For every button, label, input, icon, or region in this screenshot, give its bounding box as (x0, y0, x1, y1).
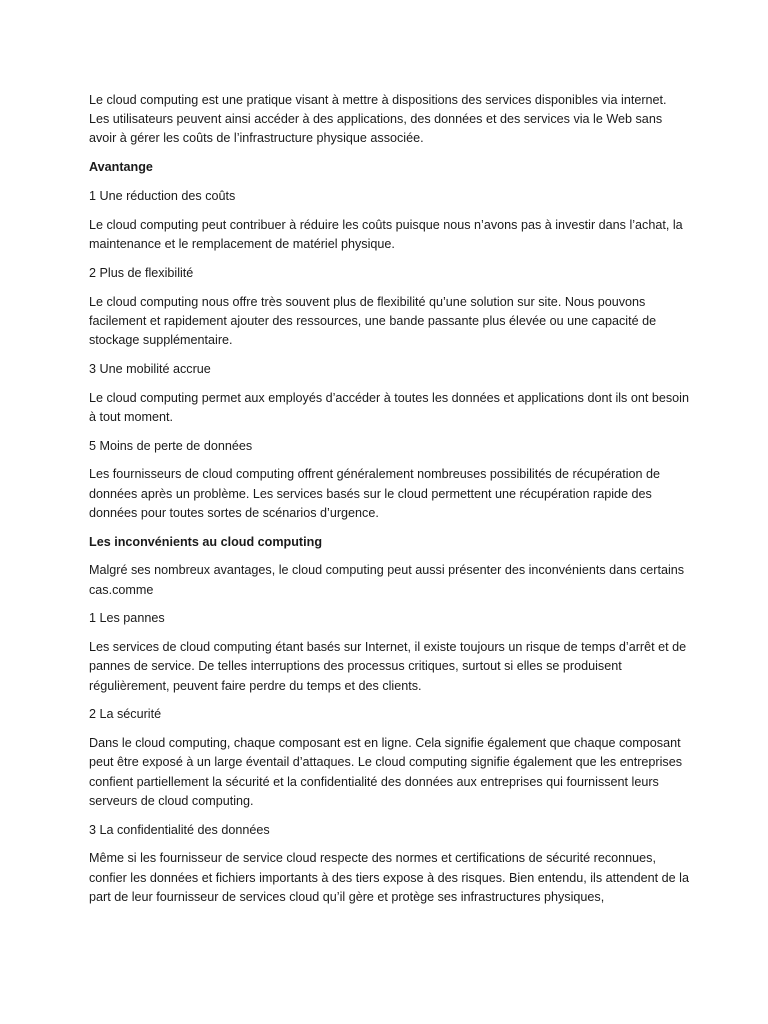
subheading-cost-reduction: 1 Une réduction des coûts (89, 189, 236, 203)
paragraph-disadvantages-intro: Malgré ses nombreux avantages, le cloud computing peut aussi présenter des inconvénients dans certains cas.comme (89, 563, 685, 597)
section-heading-advantages: Avantange (89, 160, 153, 175)
paragraph-outages: Les services de cloud computing étant basés sur Internet, il existe toujours un risque de temps d’arrêt et de pannes de service. De telles interruptions des processus critiques, surtout si elles se produisent régulièrement, peuvent faire perdre du temps et des clients. (89, 640, 687, 693)
subheading-data-loss: 5 Moins de perte de données (89, 438, 253, 453)
intro-paragraph: Le cloud computing est une pratique visant à mettre à dispositions des services disponibles via internet. Les utilisateurs peuvent ainsi accéder à des applications, des données et des services via le Web sans avoir à gérer les coûts de l’infrastructure physique associée. (89, 93, 667, 146)
section-heading-disadvantages: Les inconvénients au cloud computing (89, 534, 323, 549)
subheading-data-privacy: 3 La confidentialité des données (89, 822, 270, 837)
paragraph-mobility: Le cloud computing permet aux employés d’accéder à toutes les données et applications dont ils ont besoin à tout moment. (89, 390, 689, 424)
subheading-mobility: 3 Une mobilité accrue (89, 361, 211, 376)
paragraph-data-loss: Les fournisseurs de cloud computing offrent généralement nombreuses possibilités de récupération de données après un problème. Les services basés sur le cloud permettent une récupération rapide des données pour toutes sortes de scénarios d’urgence. (89, 467, 661, 520)
document-body (89, 91, 689, 917)
subheading-security: 2 La sécurité (89, 707, 162, 722)
paragraph-security: Dans le cloud computing, chaque composant est en ligne. Cela signifie également que chaque composant peut être exposé à un large éventail d’attaques. Le cloud computing signifie également que les entreprises confient partiellement la sécurité et la confidentialité des données aux entreprises qui fournissent leurs serveurs de cloud computing. (89, 736, 682, 808)
paragraph-data-privacy: Même si les fournisseur de service cloud respecte des normes et certifications de sécurité reconnues, confier les données et fichiers importants à des tiers expose à des risques. Bien entendu, ils attendent de la part de leur fournisseur de services cloud qu’il gère et protège ses infrastructures physiques, (89, 851, 689, 904)
paragraph-flexibility: Le cloud computing nous offre très souvent plus de flexibilité qu’une solution sur site. Nous pouvons facilement et rapidement ajouter des ressources, une bande passante plus élevée ou une capacité de stockage supplémentaire. (89, 294, 657, 347)
subheading-flexibility: 2 Plus de flexibilité (89, 265, 194, 280)
paragraph-cost-reduction: Le cloud computing peut contribuer à réduire les coûts puisque nous n’avons pas à investir dans l’achat, la maintenance et le remplacement de matériel physique. (89, 217, 683, 251)
subheading-outages: 1 Les pannes (89, 611, 165, 626)
